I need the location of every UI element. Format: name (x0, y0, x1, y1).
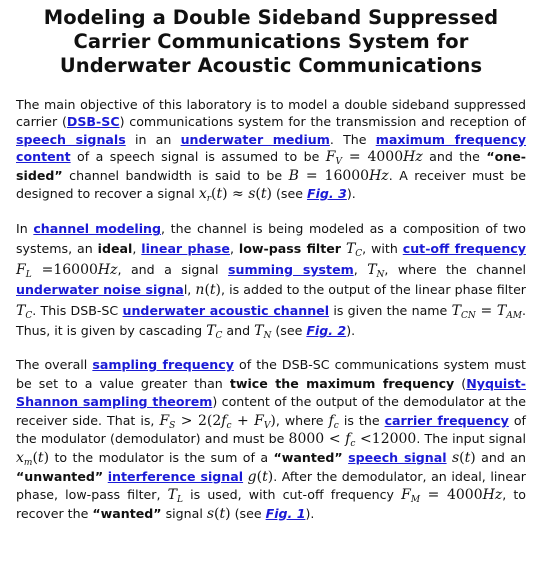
math-tc: $T_C$ (16, 302, 33, 321)
text: . This DSB-SC (32, 302, 123, 318)
link-underwater-medium[interactable]: underwater medium (180, 131, 330, 147)
text: (see (271, 323, 307, 339)
page-title (16, 6, 526, 78)
link-interference-signal[interactable]: interference signal (107, 468, 244, 484)
title-line-3: Underwater Acoustic Communications (59, 54, 483, 77)
math-xm: $x_m(t)$ (16, 449, 50, 468)
text: signal (161, 505, 207, 521)
text: In (16, 221, 34, 237)
link-carrier-frequency[interactable]: carrier frequency (384, 412, 509, 428)
bold-one-sided: “one-sided” (16, 149, 527, 183)
link-underwater-acoustic-channel[interactable]: underwater acoustic channel (122, 302, 330, 318)
text: ). (346, 323, 356, 339)
text: ). (346, 186, 356, 202)
bold-wanted: “wanted” (92, 505, 162, 521)
text: l, (183, 282, 196, 298)
text: and the (422, 149, 487, 165)
text: . The (329, 131, 376, 147)
text: . A receiver must be designed to recover a signal (16, 167, 526, 202)
math-fl: $F_L =16000Hz$ (16, 261, 118, 280)
math-fc-range: $8000 < f_c <12000$ (288, 431, 417, 450)
link-linear-phase[interactable]: linear phase (141, 241, 230, 257)
text: , (229, 241, 239, 257)
text: , (353, 261, 368, 277)
link-sampling-frequency[interactable]: sampling frequency (92, 357, 234, 372)
text: , where (275, 412, 329, 428)
link-channel-modeling[interactable]: channel modeling (33, 221, 162, 237)
text: The main objective of this laboratory is to model a double sideband suppressed carrier ( (16, 97, 526, 130)
link-fig-1[interactable]: Fig. 1 (265, 505, 306, 521)
text: and (222, 323, 255, 339)
text: , the channel is being modeled as a composition of two systems, an (16, 221, 526, 257)
math-tc: $T_C$ (206, 323, 223, 342)
text: of a speech signal is assumed to be (70, 149, 326, 165)
text: , and a signal (117, 261, 228, 277)
math-nt: n(t) (195, 282, 222, 299)
text: . The input signal (416, 431, 526, 447)
link-speech-signal[interactable]: speech signal (348, 449, 447, 465)
text: . After the demodulator, an ideal, linear phase, low-pass filter, (16, 468, 526, 503)
math-tl: $T_L$ (167, 487, 183, 506)
title-line-1: Modeling a Double Sideband Suppressed (43, 6, 499, 29)
text: , with (362, 241, 403, 257)
text: The overall (16, 357, 93, 372)
math-st: s(t) (451, 449, 476, 466)
text: is used, with cut-off frequency (182, 487, 402, 503)
text: (see (272, 186, 307, 202)
math-tn: $T_N$ (367, 261, 385, 280)
bold-wanted: “wanted” (273, 449, 343, 465)
text: , where the channel (384, 261, 526, 277)
math-fs: $F_S > 2(2f_c + F_V)$ (159, 412, 276, 431)
text: and an (475, 449, 526, 465)
link-fig-2[interactable]: Fig. 2 (306, 323, 347, 339)
text: of the modulator (demodulator) and must be (16, 412, 526, 447)
text: to the modulator is the sum of a (49, 449, 274, 465)
link-dsb-sc[interactable]: DSB-SC (66, 114, 120, 130)
paragraph-channel-modeling (16, 219, 526, 342)
link-summing-system[interactable]: summing system (228, 261, 354, 277)
bold-low-pass-filter: low-pass filter (238, 241, 341, 257)
bold-twice-max-frequency: twice the maximum frequency (229, 375, 455, 391)
paragraph-objective (16, 96, 526, 203)
math-tn: $T_N$ (254, 323, 272, 342)
math-fv: $F_V = 4000Hz$ (325, 149, 423, 168)
text: is the (338, 412, 385, 428)
text: ). (305, 505, 315, 521)
math-bandwidth: B = 16000Hz (288, 167, 389, 184)
text: ( (454, 375, 467, 391)
bold-ideal: ideal (97, 241, 133, 257)
link-nyquist-shannon[interactable]: Nyquist-Shannon sampling theorem (16, 375, 526, 410)
text: . Thus, it is given by cascading (16, 302, 526, 339)
link-maximum-frequency-content[interactable]: maximum frequency content (16, 131, 526, 165)
math-st: s(t) (206, 505, 231, 522)
link-cut-off-frequency[interactable]: cut-off frequency (402, 241, 526, 257)
paragraph-sampling (16, 356, 526, 523)
math-gt: g(t) (247, 468, 274, 485)
math-tcn: $T_{CN} = T_{AM}$ (451, 302, 522, 321)
text: , is added to the output of the linear phase filter (221, 282, 526, 298)
link-fig-3[interactable]: Fig. 3 (306, 186, 347, 202)
text: ) content of the output of the demodulator at the receiver side. That is, (16, 394, 526, 428)
math-xr: $x_r(t) \approx s(t)$ (198, 186, 272, 205)
link-underwater-noise-signal[interactable]: underwater noise signa (16, 282, 184, 298)
bold-unwanted: “unwanted” (16, 468, 104, 484)
text: channel bandwidth is said to be (62, 167, 289, 183)
text: ) communications system for the transmission and reception of (119, 114, 526, 130)
text: (see (230, 505, 266, 521)
math-tc: $T_C$ (345, 241, 363, 260)
text: , (132, 241, 142, 257)
text: is given the name (329, 302, 452, 318)
link-speech-signals[interactable]: speech signals (16, 131, 126, 147)
math-fc: $f_c$ (328, 412, 339, 431)
math-fm: $F_M = 4000Hz$ (401, 487, 503, 506)
title-line-2: Carrier Communications System for (73, 30, 469, 53)
text: in an (125, 131, 181, 147)
text: , to recover the (16, 487, 526, 521)
text: of the DSB-SC communications system must be set to a value greater than (16, 357, 526, 391)
